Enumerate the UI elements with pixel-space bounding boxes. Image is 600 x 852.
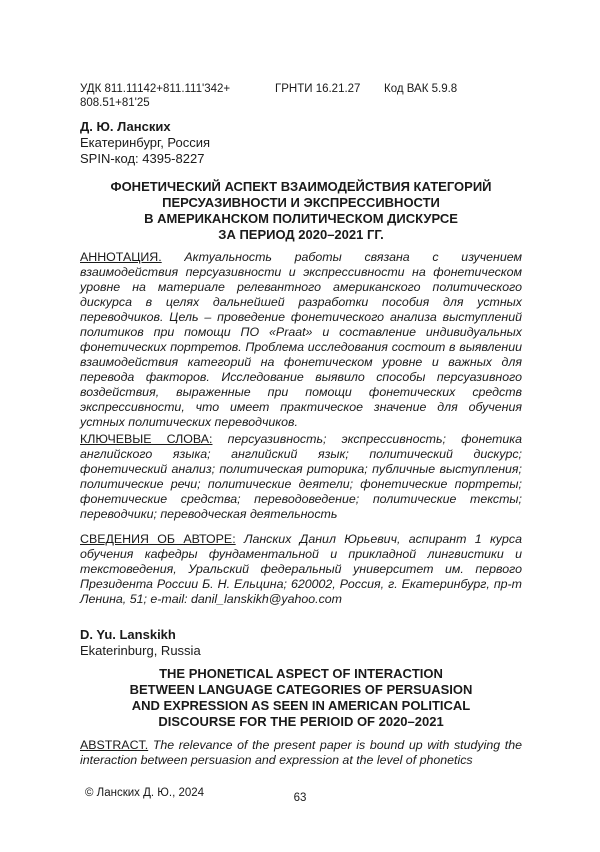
ru-title-line: ФОНЕТИЧЕСКИЙ АСПЕКТ ВЗАИМОДЕЙСТВИЯ КАТЕГОРИЙ: [110, 179, 492, 194]
ru-author-spin: SPIN-код: 4395-8227: [80, 151, 205, 166]
vak-code: Код ВАК 5.9.8: [384, 83, 458, 95]
ru-author-block: [80, 119, 210, 167]
ru-title-line: В АМЕРИКАНСКОМ ПОЛИТИЧЕСКОМ ДИСКУРСЕ: [144, 211, 458, 226]
ru-keywords: [80, 432, 522, 522]
ru-author-info-text: Ланских Данил Юрьевич, аспирант 1 курса обучения кафедры фундаментальной и прикладной лингвистики и текстоведения, Уральский федеральный университет им. первого Президента России Б. Н. Ельцина; 620002, Россия, г. Екатеринбург, пр-т Ленина, 51; e-mail: danil_lanskikh@yahoo.com: [80, 532, 522, 606]
ru-keywords-label: КЛЮЧЕВЫЕ СЛОВА:: [80, 432, 213, 446]
ru-author-info-label: СВЕДЕНИЯ ОБ АВТОРЕ:: [80, 532, 236, 546]
ru-author-name: Д. Ю. Ланских: [80, 119, 171, 134]
en-title-line: BETWEEN LANGUAGE CATEGORIES OF PERSUASION: [129, 682, 473, 697]
en-abstract: [80, 738, 522, 768]
en-title-line: DISCOURSE FOR THE PERIOID OF 2020–2021: [158, 714, 444, 729]
ru-author-city: Екатеринбург, Россия: [80, 135, 211, 150]
en-article-title: [80, 666, 522, 730]
grnti-code: ГРНТИ 16.21.27: [275, 83, 361, 95]
ru-title-line: ЗА ПЕРИОД 2020–2021 ГГ.: [218, 227, 384, 242]
en-author-city: Ekaterinburg, Russia: [80, 643, 201, 658]
ru-abstract: [80, 250, 522, 430]
ru-keywords-text: персуазивность; экспрессивность; фонетика английского языка; английский язык; политический дискурс; фонетический анализ; политическая риторика; публичные выступления; политические речи; политические деятели; фонетические портреты; фонетические средства; переводоведение; политические тексты; переводчики; переводческая деятельность: [80, 432, 522, 521]
ru-article-title: [80, 179, 522, 243]
ru-title-line: ПЕРСУАЗИВНОСТИ И ЭКСПРЕССИВНОСТИ: [162, 195, 440, 210]
en-author-name: D. Yu. Lanskikh: [80, 627, 176, 642]
ru-abstract-label: АННОТАЦИЯ.: [80, 250, 162, 264]
udk-code: [80, 82, 230, 110]
udk-line-1: УДК 811.11142+811.111'342+: [80, 83, 231, 95]
ru-abstract-text: Актуальность работы связана с изучением взаимодействия персуазивности и экспрессивности на фонетическом уровне на материале релевантного американского политического дискурса в целях дальнейшей разработки пособия для устных переводчиков. Цель – проведение фонетического анализа выступлений политиков при помощи ПО «Praat» и составление индивидуальных фонетических портретов. Проблема исследования состоит в выявлении взаимодействия категорий на фонетическом уровне и важных для перевода факторов. Исследование выявило способы персуазивного воздействия, выраженные при помощи фонетических средств экспрессивности, что имеет практическое значение для обучения устных политических переводчиков.: [80, 250, 523, 429]
udk-line-2: 808.51+81'25: [80, 97, 150, 109]
en-title-line: AND EXPRESSION AS SEEN IN AMERICAN POLITICAL: [131, 698, 471, 713]
copyright-notice: © Ланских Д. Ю., 2024: [85, 787, 205, 799]
page-number: 63: [293, 792, 307, 804]
en-title-line: THE PHONETICAL ASPECT OF INTERACTION: [159, 666, 443, 681]
ru-author-info: [80, 532, 522, 607]
en-author-block: [80, 627, 201, 659]
en-abstract-label: ABSTRACT.: [80, 738, 149, 752]
en-abstract-text: The relevance of the present paper is bound up with studying the interaction between persuasion and expression at the level of phonetics: [80, 738, 522, 767]
